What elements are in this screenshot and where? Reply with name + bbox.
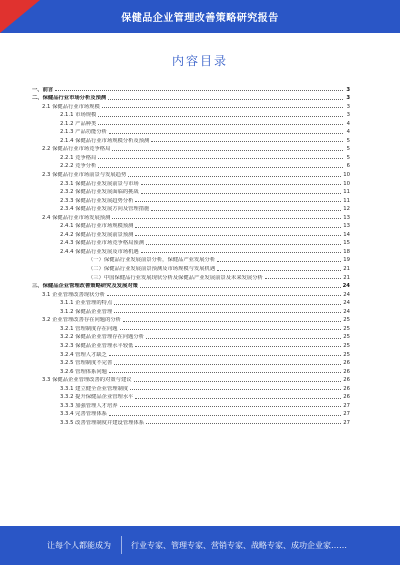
- toc-leader-dots: [135, 235, 341, 236]
- toc-entry-page: 5: [346, 154, 350, 161]
- toc-entry[interactable]: [32, 178, 350, 187]
- toc-entry[interactable]: [32, 195, 350, 204]
- toc-entry-label: 2.2.2 竞争分析: [60, 163, 97, 170]
- toc-leader-dots: [108, 99, 343, 100]
- toc-entry-label: 3.3 保健品企业管理改善的对策与建议: [42, 377, 132, 384]
- toc-leader-dots: [112, 218, 341, 219]
- toc-entry-page: 3: [346, 112, 350, 119]
- toc-entry-page: 26: [343, 377, 350, 384]
- toc-entry-page: 21: [343, 266, 350, 273]
- toc-entry-page: 13: [343, 214, 350, 221]
- toc-entry-label: 2.3.1 保健品行业发展前景与市场: [60, 180, 139, 187]
- toc-entry-label: 2.1.4 保健品行业市场规模分析及预测: [60, 137, 150, 144]
- toc-entry-page: 25: [343, 325, 350, 332]
- toc-entry-page: 10: [343, 172, 350, 179]
- toc-leader-dots: [98, 167, 343, 168]
- toc-leader-dots: [141, 193, 342, 194]
- toc-leader-dots: [135, 398, 341, 399]
- toc-entry[interactable]: [32, 263, 350, 272]
- toc-entry-label: 2.4.4 保健品行业发展及市场机遇: [60, 248, 139, 255]
- toc-leader-dots: [114, 364, 341, 365]
- footer-bar: [0, 526, 400, 565]
- toc-leader-dots: [98, 158, 343, 159]
- toc-entry-label: 2.4 保健品行业市场发展预测: [42, 214, 111, 221]
- toc-entry[interactable]: [32, 272, 350, 281]
- toc-entry[interactable]: [32, 332, 350, 341]
- toc-leader-dots: [130, 389, 341, 390]
- toc-entry-page: 12: [343, 206, 350, 213]
- toc-entry[interactable]: [32, 238, 350, 247]
- toc-entry[interactable]: [32, 375, 350, 384]
- toc-entry-page: 10: [343, 180, 350, 187]
- toc-entry[interactable]: [32, 323, 350, 332]
- toc-entry-page: 25: [343, 351, 350, 358]
- toc-entry-label: 3.2.6 管理体系问题: [60, 368, 107, 375]
- toc-entry[interactable]: [32, 417, 350, 426]
- toc-entry-page: 26: [343, 394, 350, 401]
- toc-entry-page: 15: [343, 240, 350, 247]
- toc-entry-label: 三、保健品企业管理改善策略研究及发展对策: [32, 283, 138, 290]
- toc-entry[interactable]: [32, 383, 350, 392]
- toc-entry[interactable]: [32, 315, 350, 324]
- toc-leader-dots: [98, 124, 343, 125]
- toc-entry[interactable]: [32, 246, 350, 255]
- toc-entry-label: 2.3.4 保健品行业发展方向及管理措施: [60, 206, 150, 213]
- toc-entry[interactable]: [32, 400, 350, 409]
- toc-entry[interactable]: [32, 392, 350, 401]
- toc-entry-page: 24: [343, 308, 350, 315]
- toc-entry-page: 3: [346, 103, 350, 110]
- toc-entry-label: 3.2.2 保健品企业管理存在问题分析: [60, 334, 145, 341]
- toc-entry-page: 25: [343, 317, 350, 324]
- toc-entry-page: 27: [343, 411, 350, 418]
- toc-entry-label: 3.2 企业管理改善存在问题的分析: [42, 317, 121, 324]
- toc-entry-label: 2.4.2 保健品行业发展前景预测: [60, 231, 134, 238]
- toc-entry[interactable]: [32, 409, 350, 418]
- toc-entry-page: 5: [346, 137, 350, 144]
- toc-entry[interactable]: [32, 366, 350, 375]
- toc-entry-label: 二、保健品行业市场分析及预测: [32, 95, 107, 102]
- toc-entry-page: 26: [343, 360, 350, 367]
- toc-leader-dots: [217, 270, 341, 271]
- toc-entry[interactable]: [32, 358, 350, 367]
- toc-leader-dots: [265, 278, 341, 279]
- toc-entry[interactable]: [32, 84, 350, 93]
- toc-entry-page: 24: [342, 283, 350, 290]
- toc-entry[interactable]: [32, 169, 350, 178]
- toc-entry-label: 2.2 保健品行业市场竞争格局: [42, 146, 111, 153]
- toc-leader-dots: [128, 176, 341, 177]
- toc-leader-dots: [114, 304, 341, 305]
- toc-entry-label: 2.3 保健品行业市场前景与发展趋势: [42, 172, 127, 179]
- toc-entry-page: 27: [343, 402, 350, 409]
- toc-heading: 内容目录: [171, 54, 228, 68]
- toc-entry[interactable]: [32, 118, 350, 127]
- toc-entry[interactable]: [32, 306, 350, 315]
- toc-entry-page: 6: [346, 163, 350, 170]
- toc-entry-page: 4: [346, 120, 350, 127]
- toc-entry-label: 3.1 企业管理改善现状分析: [42, 291, 106, 298]
- toc-entry-label: 3.2.1 管理制度存在问题: [60, 325, 118, 332]
- toc-entry[interactable]: [32, 135, 350, 144]
- toc-leader-dots: [123, 321, 341, 322]
- toc-entry-label: （一）保健品行业发展前景分析，保健品产业发展分析: [88, 257, 216, 264]
- toc-entry[interactable]: [32, 152, 350, 161]
- toc-leader-dots: [141, 252, 342, 253]
- toc-entry-page: 27: [343, 419, 350, 426]
- toc-entry-page: 26: [343, 368, 350, 375]
- toc-leader-dots: [120, 329, 342, 330]
- toc-entry[interactable]: [32, 187, 350, 196]
- toc-entry[interactable]: [32, 221, 350, 230]
- footer-slogan-left: 让每个人都能成为: [47, 541, 111, 550]
- toc-entry-label: 2.1 保健品行业市场规模: [42, 103, 100, 110]
- toc-entry-label: 2.1.3 产品功能分析: [60, 129, 107, 136]
- toc-entry-label: 3.3.5 改善管理制度并建设管理体系: [60, 419, 145, 426]
- toc-entry-page: 24: [343, 291, 350, 298]
- toc-entry-page: 14: [343, 231, 350, 238]
- toc-entry-page: 3: [346, 86, 350, 93]
- toc-leader-dots: [109, 133, 343, 134]
- toc-leader-dots: [114, 312, 341, 313]
- toc-leader-dots: [135, 201, 341, 202]
- toc-entry-label: 2.1.1 市场规模: [60, 112, 97, 119]
- toc-leader-dots: [146, 244, 341, 245]
- toc-entry-label: 3.2.3 保健品企业管理水平较低: [60, 342, 134, 349]
- toc-leader-dots: [146, 338, 341, 339]
- toc-entry-label: 2.3.2 保健品行业发展面临的挑战: [60, 189, 139, 196]
- toc-leader-dots: [102, 107, 343, 108]
- toc-entry-label: 3.2.5 管理制度不完善: [60, 360, 113, 367]
- toc-entry[interactable]: [32, 289, 350, 298]
- toc-leader-dots: [112, 150, 343, 151]
- toc-entry[interactable]: [32, 101, 350, 110]
- toc-entry-label: 3.1.1 企业管理的特点: [60, 300, 113, 307]
- toc-leader-dots: [135, 227, 341, 228]
- toc-entry-label: 2.1.2 产品种类: [60, 120, 97, 127]
- toc-entry-label: （二）保健品行业发展前景预测及市场规模与发展机遇: [88, 266, 216, 273]
- toc-entry[interactable]: [32, 255, 350, 264]
- header-bar: [0, 0, 400, 33]
- toc-entry[interactable]: [32, 281, 350, 290]
- toc-entry-label: 2.3.3 保健品行业发展趋势分析: [60, 197, 134, 204]
- toc-entry-label: 3.3.1 建立健全企业管理制度: [60, 385, 129, 392]
- table-of-contents: [32, 84, 350, 426]
- toc-leader-dots: [146, 423, 341, 424]
- toc-entry[interactable]: [32, 349, 350, 358]
- toc-leader-dots: [109, 372, 341, 373]
- toc-entry-label: （三）中国保健品行业发展现状分析及保健品产业发展前景及未来发展分析: [88, 274, 263, 281]
- toc-entry-page: 24: [343, 300, 350, 307]
- toc-entry[interactable]: [32, 93, 350, 102]
- toc-leader-dots: [107, 295, 341, 296]
- report-title: 保健品企业管理改善策略研究报告: [121, 13, 279, 24]
- toc-leader-dots: [120, 406, 342, 407]
- toc-leader-dots: [134, 381, 342, 382]
- toc-entry-label: 3.3.4 完善管理体系: [60, 411, 107, 418]
- toc-entry-label: 2.2.1 竞争格局: [60, 154, 97, 161]
- toc-entry-page: 13: [343, 223, 350, 230]
- toc-entry[interactable]: [32, 144, 350, 153]
- toc-entry-label: 3.2.4 管理人才缺乏: [60, 351, 107, 358]
- toc-entry-label: 2.4.1 保健品行业市场规模预测: [60, 223, 134, 230]
- toc-entry-label: 3.3.3 加强管理人才培养: [60, 402, 118, 409]
- toc-leader-dots: [151, 141, 343, 142]
- toc-entry-page: 3: [346, 95, 350, 102]
- toc-leader-dots: [217, 261, 341, 262]
- toc-leader-dots: [151, 210, 341, 211]
- toc-entry-page: 21: [343, 274, 350, 281]
- toc-entry-label: 一、前言: [32, 86, 54, 93]
- toc-entry[interactable]: [32, 229, 350, 238]
- footer-divider: [121, 536, 122, 554]
- toc-entry-page: 26: [343, 385, 350, 392]
- toc-entry-page: 11: [343, 189, 350, 196]
- toc-leader-dots: [98, 116, 343, 117]
- toc-leader-dots: [140, 287, 341, 288]
- toc-entry-page: 11: [343, 197, 350, 204]
- toc-entry[interactable]: [32, 204, 350, 213]
- toc-entry[interactable]: [32, 110, 350, 119]
- toc-entry-page: 5: [346, 146, 350, 153]
- toc-entry[interactable]: [32, 340, 350, 349]
- toc-entry-label: 3.1.2 保健品企业管理: [60, 308, 113, 315]
- toc-leader-dots: [55, 90, 343, 91]
- toc-entry[interactable]: [32, 127, 350, 136]
- toc-leader-dots: [109, 415, 341, 416]
- toc-entry[interactable]: [32, 161, 350, 170]
- toc-entry-page: 4: [346, 129, 350, 136]
- toc-entry[interactable]: [32, 212, 350, 221]
- toc-entry-label: 2.4.3 保健品行业市场竞争格局预测: [60, 240, 145, 247]
- toc-entry-page: 25: [343, 342, 350, 349]
- toc-entry-label: 3.3.2 提升保健品企业管理水平: [60, 394, 134, 401]
- toc-entry-page: 18: [343, 248, 350, 255]
- toc-entry-page: 25: [343, 334, 350, 341]
- toc-leader-dots: [141, 184, 342, 185]
- toc-leader-dots: [109, 355, 341, 356]
- toc-leader-dots: [135, 346, 341, 347]
- footer-slogan-right: 行业专家、管理专家、营销专家、战略专家、成功企业家……: [131, 541, 347, 550]
- toc-entry[interactable]: [32, 298, 350, 307]
- toc-entry-page: 19: [343, 257, 350, 264]
